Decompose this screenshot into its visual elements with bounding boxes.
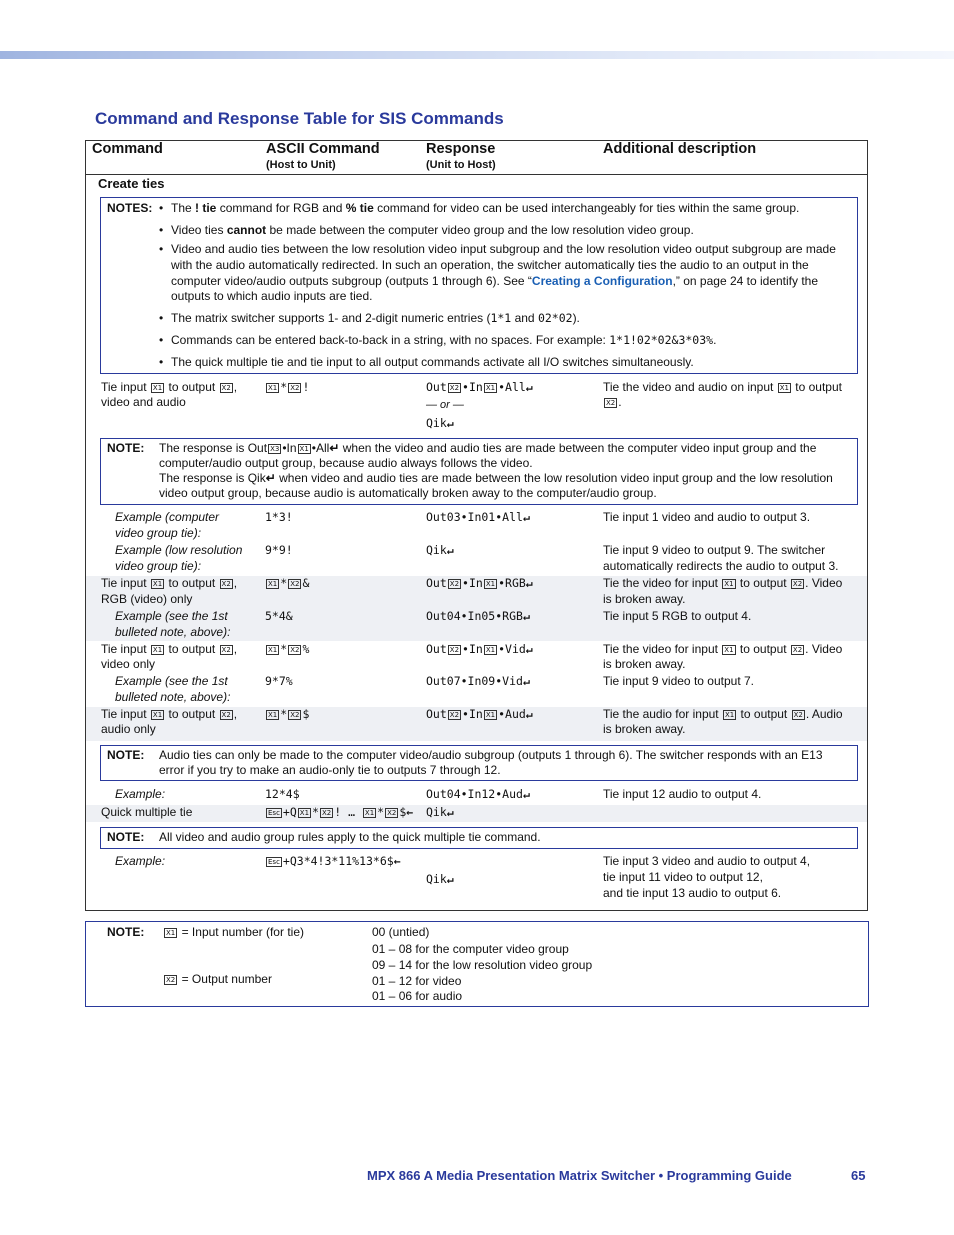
x2-key-icon: X2 <box>166 976 176 984</box>
section-title: Command and Response Table for SIS Commands <box>95 109 504 128</box>
ex5-desc: Tie input 12 audio to output 4. <box>603 787 762 801</box>
row-tie-av-desc-l2: X2 . <box>606 395 622 409</box>
row-aud-response: Out X2 •In X1 •Aud↵ <box>426 707 533 721</box>
ex3-response: Out04•In05•RGB↵ <box>426 609 530 623</box>
ex5-ascii: 12*4$ <box>265 787 300 801</box>
row-tie-av-or: — or — <box>426 399 464 411</box>
row-vid-desc-l2: is broken away. <box>603 657 686 671</box>
row-qmt-response: Qik↵ <box>426 805 454 819</box>
enter-icon: ↵ <box>525 642 533 656</box>
header-separator <box>85 174 868 175</box>
row-aud-ascii: X1 * X2 $ <box>268 707 310 721</box>
note-bullet-6: The quick multiple tie and tie input to all output commands activate all I/O switches simultaneously. <box>171 355 694 369</box>
note-bullet-3-l4: outputs to which audio inputs are tied. <box>171 289 373 303</box>
enter-icon: ↵ <box>525 576 533 590</box>
group-title: Create ties <box>98 176 165 191</box>
enter-icon: ↵ <box>329 441 340 455</box>
ex1-ascii: 1*3! <box>265 510 293 524</box>
header-ascii: ASCII Command <box>266 141 380 157</box>
ex5-label: Example: <box>115 787 166 801</box>
ex4-ascii: 9*7% <box>265 674 293 688</box>
row-vid-desc: Tie the video for input X1 to output X2 . Video <box>603 642 843 656</box>
ex5-response: Out04•In12•Aud↵ <box>426 787 530 801</box>
note3-l2: error if you try to make an audio-only tie to outputs 7 through 12. <box>159 763 501 777</box>
row-tie-av-command: Tie input X1 to output X2 , <box>101 380 238 394</box>
header-ascii-sub: (Host to Unit) <box>266 159 336 171</box>
value-computer-group: 01 – 08 for the computer video group <box>372 942 569 956</box>
enter-icon: ↵ <box>265 471 276 485</box>
row-rgb-desc: Tie the video for input X1 to output X2 . Video <box>603 576 843 590</box>
note3-l1: Audio ties can only be made to the computer video/audio subgroup (outputs 1 through 6). The switcher responds with an E13 <box>159 748 823 762</box>
value-audio: 01 – 06 for audio <box>372 989 463 1003</box>
ex6-ascii: Esc +Q3*4!3*11%13*6$← <box>268 854 401 868</box>
ex3-desc: Tie input 5 RGB to output 4. <box>603 609 752 623</box>
ex1-label-l2: video group tie): <box>115 526 202 540</box>
header-response: Response <box>426 141 496 157</box>
enter-icon: ↵ <box>522 510 530 524</box>
ex3-ascii: 5*4& <box>265 609 293 623</box>
enter-icon: ↵ <box>446 416 454 430</box>
row-rgb-desc-l2: is broken away. <box>603 592 686 606</box>
note4-text: All video and audio group rules apply to the quick multiple tie command. <box>159 830 541 844</box>
row-rgb-response: Out X2 •In X1 •RGB↵ <box>426 576 533 590</box>
footer-title: MPX 866 A Media Presentation Matrix Switcher • Programming Guide <box>367 1168 792 1183</box>
note2-l2: computer/audio output group, because audio always follows the video. <box>159 456 533 470</box>
note3-label: NOTE: <box>107 748 145 762</box>
row-vid-command-l2: video only <box>101 657 156 671</box>
ex4-label-l2: bulleted note, above): <box>115 690 231 704</box>
esc-key-icon: Esc <box>268 809 280 817</box>
x1-key-icon: X1 <box>166 929 176 937</box>
ex2-ascii: 9*9! <box>265 543 293 557</box>
note-bullet: • <box>159 333 164 347</box>
note-bullet-3-l1: Video and audio ties between the low resolution video input subgroup and the low resolution video output subgroup are made <box>171 242 836 256</box>
row-vid-response: Out X2 •In X1 •Vid↵ <box>426 642 533 656</box>
left-arrow-icon: ← <box>393 854 401 868</box>
x1-definition: X1 = Input number (for tie) <box>166 925 304 939</box>
note2-l3: The response is Qik↵ when video and audio ties are made between the low resolution video input group and the low resolution <box>159 471 833 485</box>
ex6-desc-l1: Tie input 3 video and audio to output 4, <box>603 854 811 868</box>
ex2-label-l2: video group tie): <box>115 559 202 573</box>
header-response-sub: (Unit to Host) <box>426 159 496 171</box>
esc-key-icon: Esc <box>268 858 280 866</box>
enter-icon: ↵ <box>446 543 454 557</box>
row-aud-command: Tie input X1 to output X2 , <box>101 707 238 721</box>
row-vid-command: Tie input X1 to output X2 , <box>101 642 238 656</box>
enter-icon: ↵ <box>525 707 533 721</box>
enter-icon: ↵ <box>522 609 530 623</box>
enter-icon: ↵ <box>522 787 530 801</box>
ex4-label-l1: Example (see the 1st <box>115 674 228 688</box>
ex3-label-l2: bulleted note, above): <box>115 625 231 639</box>
ex6-response: Qik↵ <box>426 872 454 886</box>
row-vid-ascii: X1 * X2 % <box>268 642 310 656</box>
ex2-desc-l2: automatically redirects the audio to output 3. <box>603 559 839 573</box>
row-aud-desc: Tie the audio for input X1 to output X2 . Audio <box>603 707 843 721</box>
enter-icon: ↵ <box>446 805 454 819</box>
note-bullet-3-l2: with the audio automatically redirected. In such an operation, the switcher automatically ties the audio to an output in the <box>171 258 809 272</box>
enter-icon: ↵ <box>525 380 533 394</box>
row-qmt-ascii: Esc +Q X1 * X2 ! … X1 * X2 $← <box>268 805 414 819</box>
row-tie-av-command-l2: video and audio <box>101 395 186 409</box>
note-bullet: • <box>159 242 164 256</box>
row-rgb-ascii: X1 * X2 & <box>268 576 310 590</box>
note-bullet-3-l3: computer video/audio outputs subgroup (outputs 1 through 6). See “Creating a Configuration,” on page 24 to identify the <box>171 274 819 288</box>
ex6-desc-l2: tie input 11 video to output 12, <box>603 870 763 884</box>
note2-l4: video output group, because audio is automatically broken away to the computer/audio group. <box>159 486 657 500</box>
note-bullet-2: Video ties cannot be made between the computer video group and the low resolution video group. <box>171 223 694 237</box>
row-tie-av-ascii: X1 * X2 ! <box>268 380 310 394</box>
row-rgb-command: Tie input X1 to output X2 , <box>101 576 238 590</box>
x1-key-icon: X1 <box>152 384 163 392</box>
row-qmt-command: Quick multiple tie <box>101 805 193 819</box>
note4-label: NOTE: <box>107 830 145 844</box>
note-bullet-1: The ! tie command for RGB and % tie command for video can be used interchangeably for ties within the same group. <box>171 201 800 215</box>
note2-l1: The response is Out X3 •In X1 •All↵ when the video and audio ties are made between the computer video input group and the <box>159 441 817 455</box>
note-bullet: • <box>159 223 164 237</box>
enter-icon: ↵ <box>522 674 530 688</box>
config-link[interactable]: Creating a Configuration <box>531 274 673 288</box>
note2-label: NOTE: <box>107 441 145 455</box>
value-untied: 00 (untied) <box>372 925 430 939</box>
note-bullet-4: The matrix switcher supports 1- and 2-digit numeric entries (1*1 and 02*02). <box>171 311 580 325</box>
x2-key-icon: X2 <box>221 384 231 392</box>
ex4-desc: Tie input 9 video to output 7. <box>603 674 754 688</box>
row-aud-desc-l2: is broken away. <box>603 722 686 736</box>
ex6-label: Example: <box>115 854 166 868</box>
notes-label: NOTES: <box>107 201 153 215</box>
bottom-note-label: NOTE: <box>107 925 145 939</box>
value-video: 01 – 12 for video <box>372 974 462 988</box>
row-rgb-command-l2: RGB (video) only <box>101 592 193 606</box>
left-arrow-icon: ← <box>406 805 414 819</box>
ex1-label-l1: Example (computer <box>115 510 220 524</box>
row-tie-av-response-qik: Qik↵ <box>426 416 454 430</box>
ex2-label-l1: Example (low resolution <box>115 543 243 557</box>
header-description: Additional description <box>603 141 757 157</box>
note-bullet: • <box>159 311 164 325</box>
row-tie-av-response: Out X2 •In X1 •All↵ <box>426 380 533 394</box>
ex2-desc-l1: Tie input 9 video to output 9. The switcher <box>603 543 826 557</box>
x2-definition: X2 = Output number <box>166 972 272 986</box>
note-bullet: • <box>159 201 164 215</box>
value-lowres-group: 09 – 14 for the low resolution video group <box>372 958 593 972</box>
ex3-label-l1: Example (see the 1st <box>115 609 228 623</box>
ex4-response: Out07•In09•Vid↵ <box>426 674 530 688</box>
row-aud-command-l2: audio only <box>101 722 156 736</box>
ex1-response: Out03•In01•All↵ <box>426 510 530 524</box>
page-number: 65 <box>851 1168 866 1183</box>
note-bullet-5: Commands can be entered back-to-back in a string, with no spaces. For example: 1*1!02*02&3*03%. <box>171 333 717 347</box>
note-bullet: • <box>159 355 164 369</box>
row-tie-av-desc: Tie the video and audio on input X1 to output <box>603 380 842 394</box>
header-command: Command <box>92 141 163 157</box>
ex2-response: Qik↵ <box>426 543 454 557</box>
ex6-desc-l3: and tie input 13 audio to output 6. <box>603 886 782 900</box>
ex1-desc: Tie input 1 video and audio to output 3. <box>603 510 811 524</box>
header-gradient-bar <box>0 51 954 59</box>
band-qmt <box>86 805 867 822</box>
enter-icon: ↵ <box>446 872 454 886</box>
